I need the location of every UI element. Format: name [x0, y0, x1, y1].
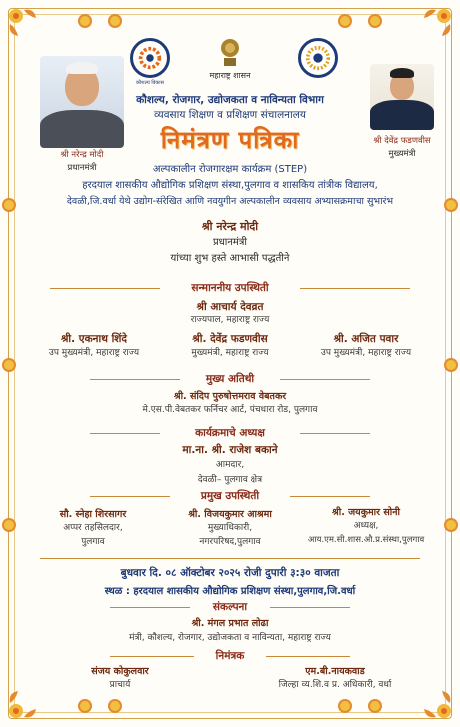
flower-icon [370, 16, 380, 26]
presence-1-role-2: पुलगाव [81, 537, 105, 547]
chief-dignitary-name: श्री नरेन्द्र मोदी [201, 220, 259, 233]
floral-corner-icon [4, 4, 40, 40]
flower-icon [340, 701, 350, 711]
chief-guest-heading: मुख्य अतिथी [180, 372, 280, 386]
institute-line: हरदयाल शासकीय औद्योगिक प्रशिक्षण संस्था,पुलगाव व शासकिय तांत्रीक विद्यालय, [82, 180, 378, 191]
inviters-heading: निमंत्रक [194, 649, 266, 663]
flower-icon [340, 16, 350, 26]
flower-icon [370, 701, 380, 711]
district-officer-name: एम.बी.नायकवाड [305, 666, 365, 677]
cm-honored-name: श्री. देवेंद्र फडणवीस [192, 333, 268, 345]
event-venue: स्थळ : हरदयाल शासकीय औद्योगिक प्रशिक्षण संस्था,पुलगाव,जि.वर्धा [104, 586, 356, 597]
emblem-caption: महाराष्ट्र शासन [209, 71, 251, 80]
presence-2-role-1: मुख्याधिकारी, [207, 523, 253, 533]
cm-honored-role: मुख्यमंत्री, महाराष्ट्र राज्य [191, 348, 269, 358]
flower-icon [110, 701, 120, 711]
floral-corner-icon [420, 687, 456, 723]
flower-icon [446, 360, 456, 370]
floral-corner-icon [420, 4, 456, 40]
presence-3-name: श्री. जयकुमार सोनी [332, 507, 400, 518]
flower-icon [446, 520, 456, 530]
flower-icon [110, 16, 120, 26]
president-heading: कार्यक्रमाचे अध्यक्ष [160, 426, 300, 440]
flower-icon [4, 360, 14, 370]
skill-gear-logo-icon [130, 38, 170, 78]
presence-2-role-2: नगरपरिषद,पुलगाव [199, 537, 261, 547]
cm-portrait [370, 64, 434, 130]
principal-name: संजय कोकुलवार [91, 666, 149, 677]
concept-role: मंत्री, कौशल्य, रोजगार, उद्योजकता व नाविन्यता, महाराष्ट्र राज्य [129, 633, 331, 643]
inauguration-line: देवळी,जि.वर्धा येथे उद्योग-संरेखित आणि नवयुगीन अल्पकालीन व्यवसाय अभ्यासक्रमाचा सुभारंभ [66, 196, 394, 207]
flower-icon [446, 200, 456, 210]
concept-name: श्री. मंगल प्रभात लोढा [191, 618, 269, 629]
event-datetime: बुधवार दि. ०८ ऑक्टोबर २०२५ रोजी दुपारी ३:३० वाजता [120, 567, 340, 579]
floral-corner-icon [4, 687, 40, 723]
honored-heading: सन्माननीय उपस्थिती [160, 281, 300, 295]
section-divider [40, 558, 420, 559]
principal-role: प्राचार्य [109, 680, 131, 690]
main-presence-heading: प्रमुख उपस्थिती [170, 489, 290, 503]
dcm-2-name: श्री. अजित पवार [333, 333, 399, 345]
concept-heading: संकल्पना [190, 600, 270, 614]
flower-icon [80, 16, 90, 26]
chief-guest-name: श्री. संदिप पुरुषोत्तमराव वेबतकर [173, 391, 287, 402]
department-line-2: व्यवसाय शिक्षण व प्रशिक्षण संचालनालय [154, 109, 306, 121]
chief-dignitary-role: प्रधानमंत्री [212, 237, 248, 248]
virtual-mode-line: यांच्या शुभ हस्ते आभासी पद्धतीने [170, 253, 290, 264]
left-logo-caption: कौशल्य विकास [136, 80, 164, 86]
cm-role: मुख्यमंत्री [388, 149, 416, 159]
dcm-2-role: उप मुख्यमंत्री, महाराष्ट्र राज्य [320, 348, 412, 358]
flower-icon [4, 520, 14, 530]
presence-3-role-2: आय.एम.सी.शास.औ.प्र.संस्था,पुलगाव [307, 535, 425, 545]
president-name: मा.ना. श्री. राजेश बकाने [182, 444, 278, 456]
flower-icon [4, 200, 14, 210]
district-officer-role: जिल्हा व्य.शि.व प्र. अधिकारी, वर्धा [278, 680, 392, 690]
presence-2-name: श्री. विजयकुमार आश्रमा [188, 509, 272, 520]
presence-1-role-1: अप्पर तहसिलदार, [63, 523, 123, 533]
chief-guest-role: मे.एस.पी.वेबतकर फर्निचर आर्ट, पंचधारा रोड, पुलगाव [142, 405, 318, 415]
flower-icon [80, 701, 90, 711]
department-line-1: कौशल्य, रोजगार, उद्योजकता व नाविन्यता विभाग [136, 94, 324, 106]
pm-name: श्री नरेन्द्र मोदी [60, 150, 104, 160]
president-role-1: आमदार, [215, 460, 245, 470]
state-emblem-icon [216, 34, 244, 70]
iti-logo-icon [298, 38, 338, 78]
invitation-title: निमंत्रण पत्रिका [160, 125, 300, 154]
dcm-1-role: उप मुख्यमंत्री, महाराष्ट्र राज्य [48, 348, 140, 358]
president-role-2: देवळी– पुलगाव क्षेत्र [197, 475, 263, 485]
governor-name: श्री आचार्य देवव्रत [196, 301, 264, 313]
presence-1-name: सौ. स्नेहा शिरसागर [59, 509, 127, 520]
presence-3-role-1: अध्यक्ष, [353, 521, 379, 531]
pm-role: प्रधानमंत्री [67, 163, 97, 173]
governor-role: राज्यपाल, महाराष्ट्र राज्य [190, 315, 270, 325]
cm-name: श्री देवेंद्र फडणवीस [373, 136, 431, 146]
dcm-1-name: श्री. एकनाथ शिंदे [60, 333, 127, 345]
step-program-line: अल्पकालीन रोजगारक्षम कार्यक्रम (STEP) [152, 164, 308, 175]
